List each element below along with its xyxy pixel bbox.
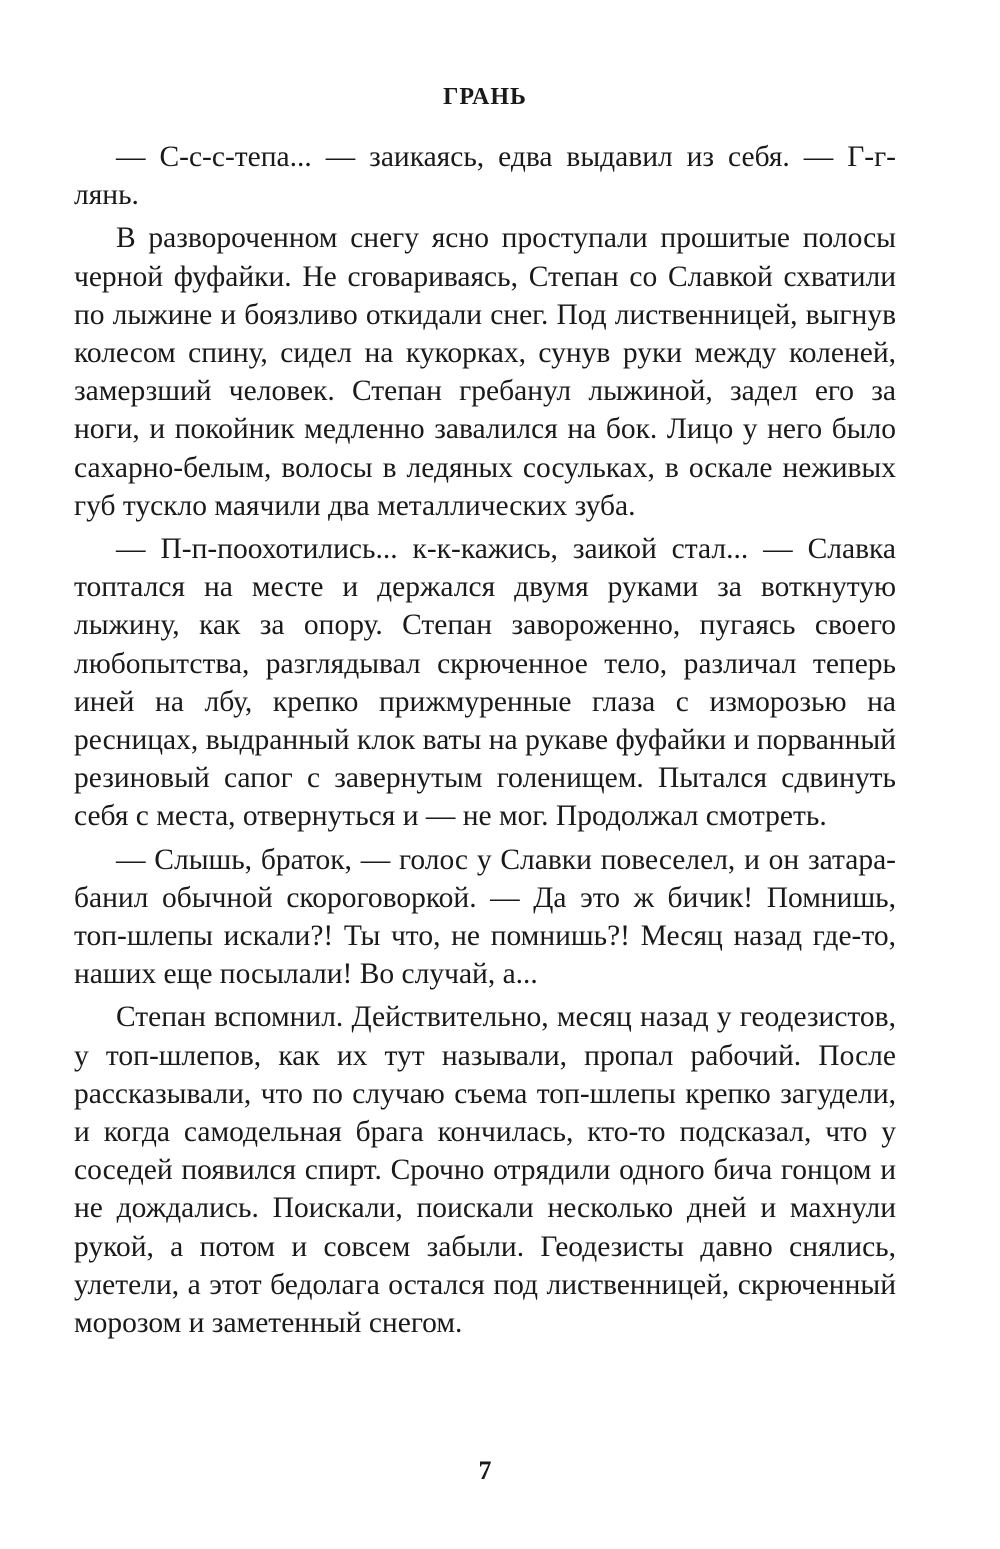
- paragraph-1: — С-с-с-тепа... — заикаясь, едва выдавил из себя. — Г-г-лянь.: [74, 141, 896, 212]
- paragraph-2: В развороченном снегу ясно проступали прошитые полосы черной фуфайки. Не сговариваясь, Степан со Славкой схватили по лыжине и боязливо откидали снег. Под лиственницей, выгнув колесом спину, сидел на кукорках, сунув руки между коленей, замерзший человек. Степан гребанул лыжиной, задел его за ноги, и покойник медленно завалился на бок. Лицо у него было сахарно-белым, волосы в ледяных сосульках, в оскале неживых губ тускло маячили два металлических зуба.: [74, 222, 896, 522]
- body-text: [74, 138, 896, 1342]
- paragraph-5: Степан вспомнил. Действительно, месяц назад у геодезистов, у топ-шлепов, как их тут называли, пропал рабочий. После рассказывали, что по случаю съема топ-шлепы крепко загудели, и когда самодельная брага кончилась, кто-то подсказал, что у соседей появился спирт. Срочно отрядили одного бича гонцом и не дождались. Поискали, поискали несколько дней и махнули рукой, а потом и совсем забыли. Геодезисты давно снялись, улетели, а этот бедолага остался под лиственницей, скрюченный морозом и заметенный снегом.: [74, 1001, 896, 1340]
- page-number: 7: [478, 1456, 492, 1485]
- book-page: [74, 80, 896, 1520]
- paragraph-4: — Слышь, браток, — голос у Славки повеселел, и он затарабанил обычной скороговоркой. — Да это ж бичик! Помнишь, топ-шлепы искали?! Ты что, не помнишь?! Месяц назад где-то, наших еще посылали! Во случай, а...: [74, 843, 896, 991]
- running-title: ГРАНЬ: [443, 84, 527, 110]
- paragraph-3: — П-п-поохотились... к-к-кажись, заикой стал... — Славка топтался на месте и держался двумя руками за воткнутую лыжину, как за опору. Степан завороженно, пугаясь своего любопытства, разглядывал скрюченное тело, различал теперь иней на лбу, крепко прижмуренные глаза с изморозью на ресницах, выдранный клок ваты на рукаве фуфайки и порванный резиновый сапог с завернутым голенищем. Пытался сдвинуть себя с места, отвернуться и — не мог. Продолжал смотреть.: [74, 533, 896, 833]
